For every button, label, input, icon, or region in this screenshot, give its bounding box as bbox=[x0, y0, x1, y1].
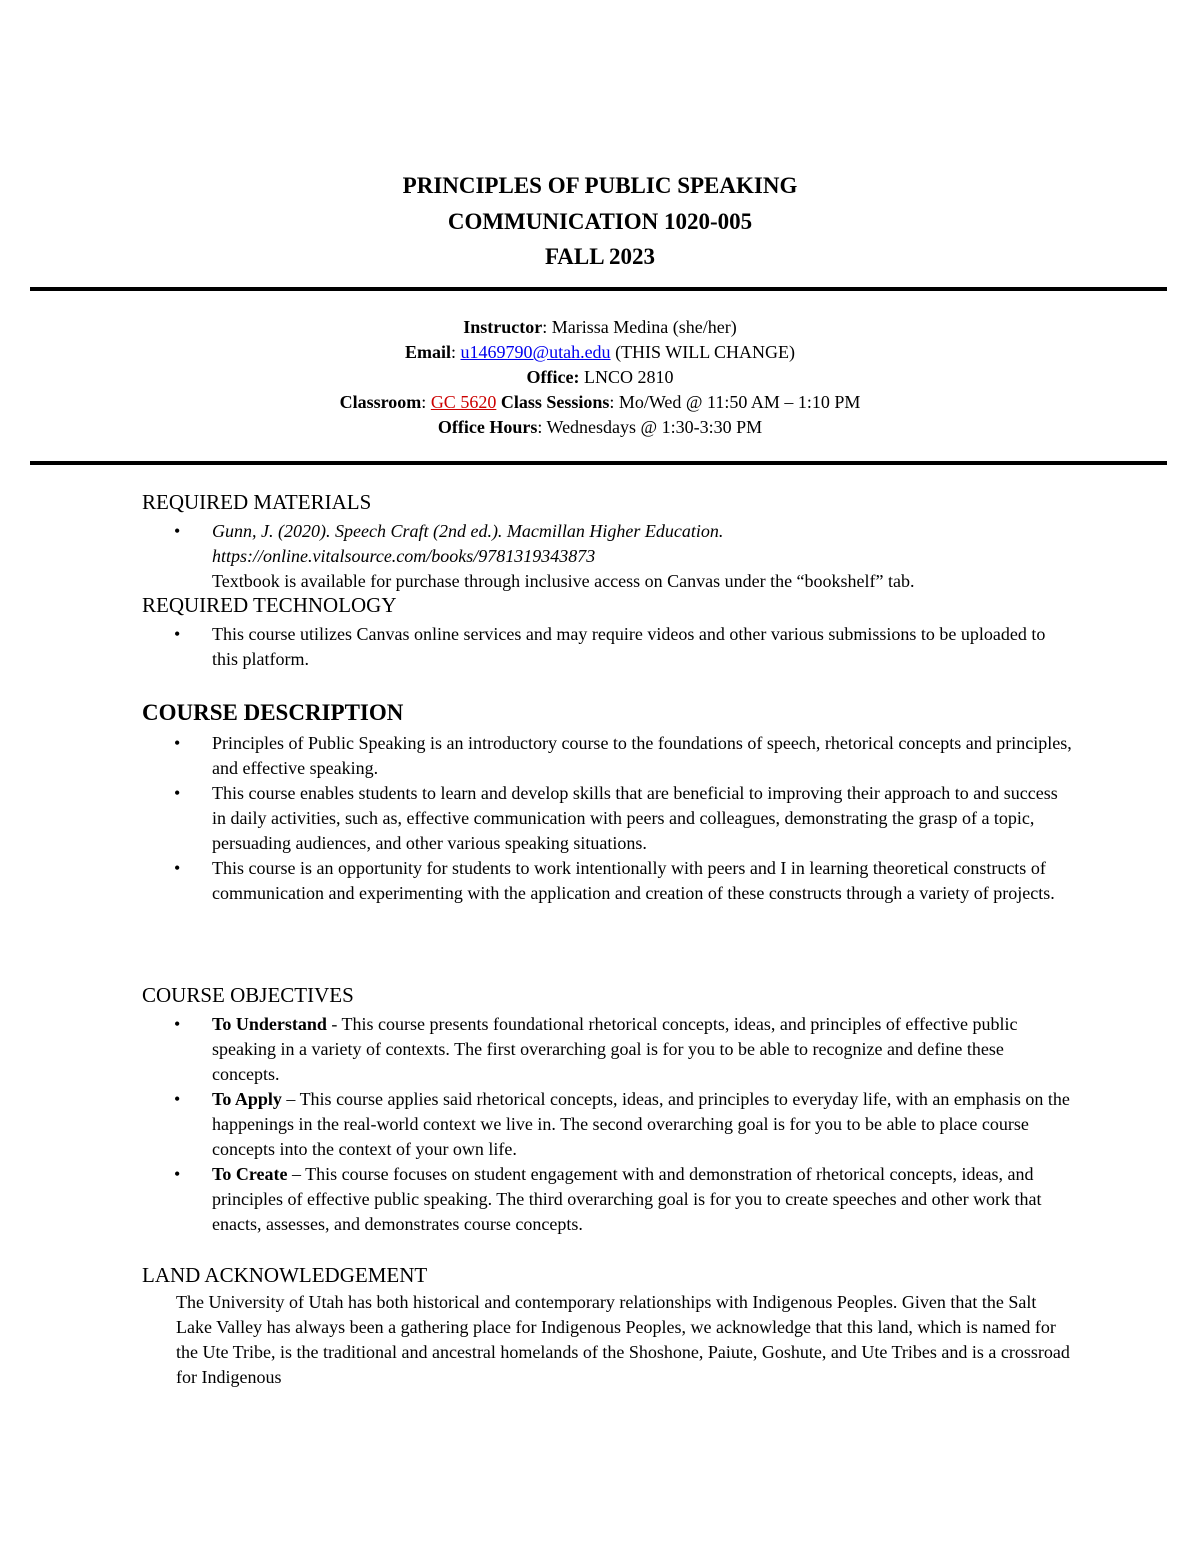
objective-text: - This course presents foundational rhetorical concepts, ideas, and principles of effective public speaking in a variety of contexts. The first overarching goal is for you to be able to recognize and define these concepts. bbox=[212, 1014, 1018, 1084]
instructor-label: Instructor bbox=[463, 317, 543, 337]
list-item bbox=[142, 1012, 1072, 1087]
required-technology-list bbox=[142, 622, 1072, 672]
list-item bbox=[142, 731, 1072, 781]
office-label: Office: bbox=[526, 367, 580, 387]
sessions-value: : Mo/Wed @ 11:50 AM – 1:10 PM bbox=[609, 392, 861, 412]
textbook-citation: Gunn, J. (2020). Speech Craft (2nd ed.). Macmillan Higher Education. bbox=[212, 521, 724, 541]
description-text: Principles of Public Speaking is an introductory course to the foundations of speech, rhetorical concepts and principles, and effective speaking. bbox=[212, 733, 1072, 778]
required-materials-list bbox=[142, 519, 1072, 594]
email-line bbox=[0, 340, 1200, 365]
course-objectives-heading: COURSE OBJECTIVES bbox=[142, 983, 354, 1007]
sessions-label: Class Sessions bbox=[496, 392, 610, 412]
land-acknowledgement-heading: LAND ACKNOWLEDGEMENT bbox=[142, 1263, 428, 1287]
objective-text: – This course applies said rhetorical concepts, ideas, and principles to everyday life, with an emphasis on the happenings in the real-world context we live in. The second overarching goal is for you to be able to place course concepts into the context of your own life. bbox=[212, 1089, 1070, 1159]
bullet-icon: • bbox=[174, 1164, 181, 1184]
bullet-icon: • bbox=[174, 1089, 181, 1109]
course-description-list bbox=[142, 731, 1072, 906]
course-description-heading: COURSE DESCRIPTION bbox=[142, 700, 404, 725]
technology-text: This course utilizes Canvas online services and may require videos and other various submissions to be uploaded to this platform. bbox=[212, 624, 1046, 669]
course-code: COMMUNICATION 1020-005 bbox=[447, 209, 753, 234]
required-technology-heading: REQUIRED TECHNOLOGY bbox=[142, 593, 397, 617]
description-text: This course enables students to learn and develop skills that are beneficial to improving their approach to and success in daily activities, such as, effective communication with peers and colleagues, demonstrating the grasp of a topic, persuading audiences, and other various speaking situations. bbox=[212, 783, 1058, 853]
bullet-icon: • bbox=[174, 858, 181, 878]
objective-label: To Understand bbox=[212, 1014, 327, 1034]
instructor-value: : Marissa Medina (she/her) bbox=[542, 317, 737, 337]
bullet-icon: • bbox=[174, 1014, 181, 1034]
instructor-line bbox=[0, 315, 1200, 340]
bullet-icon: • bbox=[174, 521, 181, 541]
list-item bbox=[142, 781, 1072, 856]
description-text: This course is an opportunity for students to work intentionally with peers and I in learning theoretical constructs of communication and experimenting with the application and creation of these constructs through a variety of projects. bbox=[212, 858, 1055, 903]
course-objectives-list bbox=[142, 1012, 1072, 1237]
list-item bbox=[142, 1162, 1072, 1237]
office-hours-line bbox=[0, 415, 1200, 440]
list-item bbox=[142, 1087, 1072, 1162]
objective-label: To Apply bbox=[212, 1089, 282, 1109]
divider bbox=[30, 287, 1167, 291]
textbook-note: Textbook is available for purchase through inclusive access on Canvas under the “bookshelf” tab. bbox=[212, 571, 915, 591]
land-acknowledgement-text: The University of Utah has both historical and contemporary relationships with Indigenous Peoples. Given that the Salt Lake Valley has always been a gathering place for Indigenous Peoples, we acknowledge that this land, which is named for the Ute Tribe, is the traditional and ancestral homelands of the Shoshone, Paiute, Goshute, and Ute Tribes and is a crossroad for Indigenous bbox=[176, 1292, 1070, 1387]
office-line bbox=[0, 365, 1200, 390]
objective-text: – This course focuses on student engagement with and demonstration of rhetorical concepts, ideas, and principles of effective public speaking. The third overarching goal is for you to create speeches and other work that enacts, assesses, and demonstrates course concepts. bbox=[212, 1164, 1042, 1234]
list-item bbox=[142, 622, 1072, 672]
bullet-icon: • bbox=[174, 783, 181, 803]
office-value: LNCO 2810 bbox=[579, 367, 674, 387]
office-hours-label: Office Hours bbox=[437, 417, 538, 437]
email-label: Email bbox=[404, 342, 451, 362]
classroom-label: Classroom bbox=[339, 392, 422, 412]
list-item bbox=[142, 856, 1072, 906]
classroom-sep: : bbox=[421, 392, 431, 412]
term: FALL 2023 bbox=[544, 244, 656, 269]
textbook-url[interactable]: https://online.vitalsource.com/books/9781319343873 bbox=[212, 546, 596, 566]
list-item bbox=[142, 519, 1072, 594]
divider bbox=[30, 461, 1167, 465]
bullet-icon: • bbox=[174, 733, 181, 753]
classroom-line bbox=[0, 390, 1200, 415]
required-materials-heading: REQUIRED MATERIALS bbox=[142, 490, 372, 514]
office-hours-value: : Wednesdays @ 1:30-3:30 PM bbox=[537, 417, 763, 437]
email-sep: : bbox=[450, 342, 461, 362]
bullet-icon: • bbox=[174, 624, 181, 644]
classroom-link[interactable]: GC 5620 bbox=[430, 392, 497, 412]
email-note: (THIS WILL CHANGE) bbox=[610, 342, 796, 362]
course-title: PRINCIPLES OF PUBLIC SPEAKING bbox=[402, 173, 798, 198]
objective-label: To Create bbox=[212, 1164, 288, 1184]
email-link[interactable]: u1469790@utah.edu bbox=[460, 342, 611, 362]
